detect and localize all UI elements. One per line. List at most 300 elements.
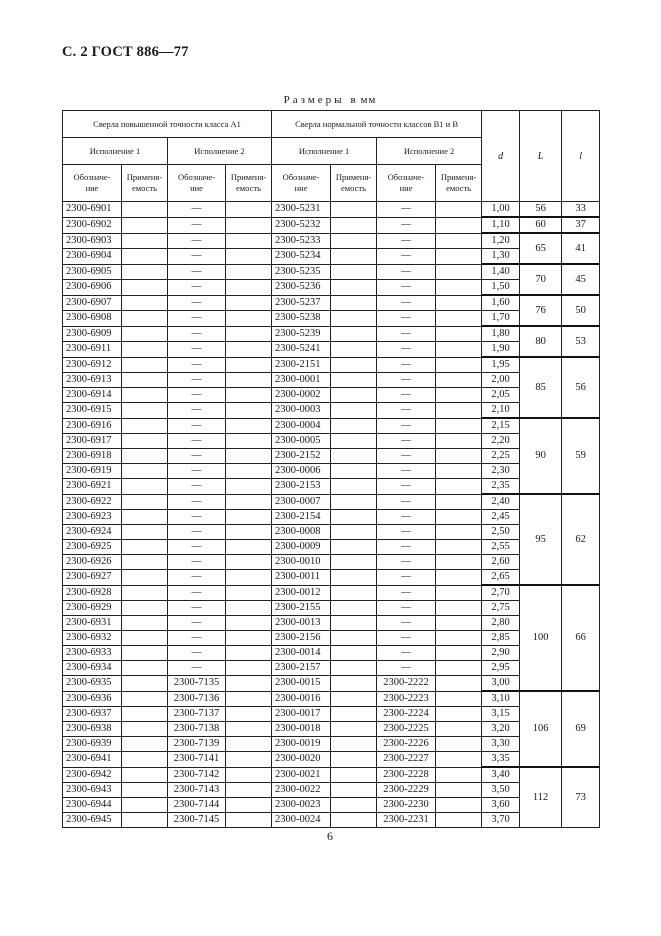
a1-designation: 2300-6919: [63, 464, 122, 479]
a1-applicability: [122, 418, 168, 434]
b1-designation: 2300-0015: [272, 676, 331, 692]
b1-designation: 2300-2155: [272, 601, 331, 616]
a1-applicability: [122, 494, 168, 510]
table-row: [63, 601, 600, 616]
table-row: [63, 357, 600, 373]
a1-designation: 2300-6932: [63, 631, 122, 646]
b1-applicability: [331, 464, 377, 479]
table-row: [63, 418, 600, 434]
a2-applicability: [226, 342, 272, 358]
a1-designation: 2300-6942: [63, 767, 122, 783]
a1-applicability: [122, 783, 168, 798]
b2-designation: —: [377, 202, 436, 218]
header-applicability: Применя- емость: [436, 165, 482, 202]
b2-designation: 2300-2223: [377, 691, 436, 707]
a2-designation: —: [168, 434, 226, 449]
table-row: [63, 449, 600, 464]
a1-designation: 2300-6929: [63, 601, 122, 616]
b2-applicability: [436, 264, 482, 280]
b1-applicability: [331, 707, 377, 722]
b1-applicability: [331, 449, 377, 464]
header-b-execution-2: Исполнение 2: [377, 138, 482, 165]
b2-designation: 2300-2222: [377, 676, 436, 692]
a2-applicability: [226, 525, 272, 540]
length-L: 112: [520, 767, 562, 828]
b1-designation: 2300-0007: [272, 494, 331, 510]
a1-applicability: [122, 342, 168, 358]
b2-applicability: [436, 494, 482, 510]
b1-designation: 2300-0017: [272, 707, 331, 722]
table-row: [63, 202, 600, 218]
b2-applicability: [436, 357, 482, 373]
diameter-d: 3,00: [482, 676, 520, 692]
b1-designation: 2300-0021: [272, 767, 331, 783]
b1-applicability: [331, 388, 377, 403]
b1-designation: 2300-0024: [272, 813, 331, 828]
a1-designation: 2300-6905: [63, 264, 122, 280]
a1-applicability: [122, 249, 168, 265]
b2-designation: —: [377, 525, 436, 540]
b2-designation: 2300-2228: [377, 767, 436, 783]
diameter-d: 2,40: [482, 494, 520, 510]
b2-designation: —: [377, 616, 436, 631]
a2-applicability: [226, 464, 272, 479]
diameter-d: 1,30: [482, 249, 520, 265]
b1-applicability: [331, 540, 377, 555]
b1-designation: 2300-0010: [272, 555, 331, 570]
b1-designation: 2300-0011: [272, 570, 331, 586]
a2-designation: —: [168, 464, 226, 479]
caption-title: Размеры: [283, 94, 345, 106]
table-row: [63, 510, 600, 525]
a1-designation: 2300-6924: [63, 525, 122, 540]
table-row: [63, 464, 600, 479]
a1-applicability: [122, 357, 168, 373]
a1-applicability: [122, 264, 168, 280]
a2-applicability: [226, 311, 272, 327]
a1-applicability: [122, 813, 168, 828]
diameter-d: 3,70: [482, 813, 520, 828]
b1-designation: 2300-5238: [272, 311, 331, 327]
diameter-d: 3,20: [482, 722, 520, 737]
a1-designation: 2300-6902: [63, 217, 122, 233]
b1-designation: 2300-0004: [272, 418, 331, 434]
a2-applicability: [226, 295, 272, 311]
length-l: 66: [562, 585, 600, 691]
diameter-d: 3,50: [482, 783, 520, 798]
a1-applicability: [122, 434, 168, 449]
b2-designation: —: [377, 540, 436, 555]
table-row: [63, 737, 600, 752]
b2-applicability: [436, 676, 482, 692]
b2-designation: —: [377, 555, 436, 570]
diameter-d: 2,05: [482, 388, 520, 403]
table-row: [63, 388, 600, 403]
b2-applicability: [436, 479, 482, 495]
diameter-d: 1,50: [482, 280, 520, 296]
a2-designation: —: [168, 601, 226, 616]
b2-designation: —: [377, 601, 436, 616]
b2-applicability: [436, 691, 482, 707]
table-row: [63, 752, 600, 768]
a2-applicability: [226, 540, 272, 555]
length-L: 65: [520, 233, 562, 264]
b1-applicability: [331, 601, 377, 616]
a2-designation: —: [168, 280, 226, 296]
diameter-d: 2,20: [482, 434, 520, 449]
a1-designation: 2300-6927: [63, 570, 122, 586]
table-row: [63, 540, 600, 555]
b2-designation: —: [377, 403, 436, 419]
a1-applicability: [122, 510, 168, 525]
a2-designation: 2300-7143: [168, 783, 226, 798]
a1-applicability: [122, 449, 168, 464]
b2-designation: —: [377, 661, 436, 676]
b1-designation: 2300-2151: [272, 357, 331, 373]
a2-applicability: [226, 798, 272, 813]
a2-designation: —: [168, 249, 226, 265]
header-designation: Обозначе- ние: [272, 165, 331, 202]
b1-designation: 2300-0023: [272, 798, 331, 813]
b1-designation: 2300-5233: [272, 233, 331, 249]
table-row: [63, 676, 600, 692]
diameter-d: 2,50: [482, 525, 520, 540]
header-a-execution-2: Исполнение 2: [168, 138, 272, 165]
a2-applicability: [226, 631, 272, 646]
header-d: d: [482, 111, 520, 202]
a1-designation: 2300-6914: [63, 388, 122, 403]
a1-designation: 2300-6903: [63, 233, 122, 249]
b2-designation: —: [377, 264, 436, 280]
a2-designation: —: [168, 585, 226, 601]
a1-applicability: [122, 616, 168, 631]
b2-applicability: [436, 449, 482, 464]
a2-applicability: [226, 249, 272, 265]
length-L: 85: [520, 357, 562, 418]
b1-applicability: [331, 434, 377, 449]
a1-designation: 2300-6907: [63, 295, 122, 311]
a1-designation: 2300-6941: [63, 752, 122, 768]
table-row: [63, 570, 600, 586]
a2-designation: —: [168, 540, 226, 555]
b1-applicability: [331, 357, 377, 373]
b1-applicability: [331, 202, 377, 218]
table-row: [63, 798, 600, 813]
b1-applicability: [331, 280, 377, 296]
a1-designation: 2300-6943: [63, 783, 122, 798]
a2-designation: —: [168, 403, 226, 419]
a2-designation: 2300-7144: [168, 798, 226, 813]
b2-applicability: [436, 464, 482, 479]
length-l: 56: [562, 357, 600, 418]
b2-designation: —: [377, 510, 436, 525]
b2-designation: 2300-2227: [377, 752, 436, 768]
header-designation: Обозначе- ние: [168, 165, 226, 202]
b2-applicability: [436, 418, 482, 434]
b1-applicability: [331, 767, 377, 783]
a2-designation: —: [168, 217, 226, 233]
b2-applicability: [436, 311, 482, 327]
b2-designation: 2300-2230: [377, 798, 436, 813]
a2-designation: —: [168, 295, 226, 311]
a1-applicability: [122, 326, 168, 342]
a1-applicability: [122, 295, 168, 311]
diameter-d: 2,25: [482, 449, 520, 464]
a2-applicability: [226, 434, 272, 449]
a2-designation: —: [168, 373, 226, 388]
a2-applicability: [226, 494, 272, 510]
a1-applicability: [122, 722, 168, 737]
header-b-execution-1: Исполнение 1: [272, 138, 377, 165]
b2-designation: —: [377, 311, 436, 327]
b1-designation: 2300-0020: [272, 752, 331, 768]
a2-designation: —: [168, 357, 226, 373]
a1-designation: 2300-6922: [63, 494, 122, 510]
a1-designation: 2300-6933: [63, 646, 122, 661]
length-l: 37: [562, 217, 600, 233]
table-row: [63, 767, 600, 783]
table-row: [63, 691, 600, 707]
b2-applicability: [436, 510, 482, 525]
b2-designation: 2300-2225: [377, 722, 436, 737]
a1-applicability: [122, 388, 168, 403]
b2-applicability: [436, 249, 482, 265]
b1-designation: 2300-2157: [272, 661, 331, 676]
length-l: 50: [562, 295, 600, 326]
a1-applicability: [122, 233, 168, 249]
b2-designation: —: [377, 418, 436, 434]
b1-designation: 2300-2154: [272, 510, 331, 525]
b1-applicability: [331, 494, 377, 510]
b1-applicability: [331, 616, 377, 631]
a1-applicability: [122, 570, 168, 586]
a1-applicability: [122, 217, 168, 233]
table-row: [63, 280, 600, 296]
b2-designation: —: [377, 342, 436, 358]
b1-designation: 2300-0006: [272, 464, 331, 479]
a2-applicability: [226, 403, 272, 419]
table-row: [63, 249, 600, 265]
a1-designation: 2300-6935: [63, 676, 122, 692]
table-row: [63, 264, 600, 280]
length-l: 62: [562, 494, 600, 585]
b2-designation: —: [377, 373, 436, 388]
a1-designation: 2300-6945: [63, 813, 122, 828]
b1-designation: 2300-5241: [272, 342, 331, 358]
a1-applicability: [122, 601, 168, 616]
diameter-d: 1,60: [482, 295, 520, 311]
page-number: 6: [327, 829, 333, 843]
b2-applicability: [436, 616, 482, 631]
a2-applicability: [226, 691, 272, 707]
a2-designation: 2300-7141: [168, 752, 226, 768]
b1-applicability: [331, 525, 377, 540]
diameter-d: 2,90: [482, 646, 520, 661]
table-row: [63, 373, 600, 388]
a2-designation: —: [168, 570, 226, 586]
length-l: 59: [562, 418, 600, 494]
table-caption: [250, 94, 410, 106]
table-row: [63, 217, 600, 233]
table-row: [63, 326, 600, 342]
a1-designation: 2300-6921: [63, 479, 122, 495]
a1-applicability: [122, 280, 168, 296]
a1-applicability: [122, 676, 168, 692]
a2-applicability: [226, 616, 272, 631]
b2-designation: —: [377, 585, 436, 601]
b1-applicability: [331, 373, 377, 388]
a2-applicability: [226, 646, 272, 661]
b1-designation: 2300-0005: [272, 434, 331, 449]
table-body: [63, 202, 600, 828]
b1-applicability: [331, 646, 377, 661]
b2-applicability: [436, 434, 482, 449]
header-designation: Обозначе- ние: [377, 165, 436, 202]
diameter-d: 2,45: [482, 510, 520, 525]
diameter-d: 2,30: [482, 464, 520, 479]
b1-designation: 2300-2153: [272, 479, 331, 495]
diameter-d: 2,95: [482, 661, 520, 676]
b2-applicability: [436, 202, 482, 218]
a2-applicability: [226, 737, 272, 752]
a2-applicability: [226, 264, 272, 280]
b1-applicability: [331, 631, 377, 646]
b2-applicability: [436, 233, 482, 249]
b2-designation: —: [377, 249, 436, 265]
header-a-execution-1: Исполнение 1: [63, 138, 168, 165]
table-row: [63, 661, 600, 676]
header-applicability: Применя- емость: [226, 165, 272, 202]
a1-applicability: [122, 585, 168, 601]
a1-applicability: [122, 691, 168, 707]
b1-designation: 2300-5239: [272, 326, 331, 342]
b2-applicability: [436, 798, 482, 813]
a2-designation: —: [168, 342, 226, 358]
b2-applicability: [436, 813, 482, 828]
b2-applicability: [436, 217, 482, 233]
a2-applicability: [226, 767, 272, 783]
b1-applicability: [331, 691, 377, 707]
diameter-d: 3,15: [482, 707, 520, 722]
diameter-d: 2,55: [482, 540, 520, 555]
a2-applicability: [226, 783, 272, 798]
b2-applicability: [436, 783, 482, 798]
table-row: [63, 616, 600, 631]
header-l: l: [562, 111, 600, 202]
a2-designation: —: [168, 264, 226, 280]
b1-applicability: [331, 311, 377, 327]
a1-applicability: [122, 737, 168, 752]
b1-applicability: [331, 479, 377, 495]
a1-designation: 2300-6908: [63, 311, 122, 327]
b1-designation: 2300-2152: [272, 449, 331, 464]
b1-applicability: [331, 418, 377, 434]
a2-designation: —: [168, 388, 226, 403]
a1-designation: 2300-6913: [63, 373, 122, 388]
header-group-b: Сверла нормальной точности классов В1 и В: [272, 111, 482, 138]
b2-applicability: [436, 373, 482, 388]
diameter-d: 2,00: [482, 373, 520, 388]
b2-applicability: [436, 570, 482, 586]
table-row: [63, 494, 600, 510]
a2-designation: —: [168, 202, 226, 218]
a1-designation: 2300-6938: [63, 722, 122, 737]
b1-designation: 2300-0009: [272, 540, 331, 555]
length-L: 95: [520, 494, 562, 585]
b1-designation: 2300-0014: [272, 646, 331, 661]
b2-designation: —: [377, 434, 436, 449]
diameter-d: 3,40: [482, 767, 520, 783]
b1-designation: 2300-0012: [272, 585, 331, 601]
a2-applicability: [226, 813, 272, 828]
diameter-d: 2,85: [482, 631, 520, 646]
table-row: [63, 631, 600, 646]
b2-applicability: [436, 525, 482, 540]
b2-applicability: [436, 767, 482, 783]
table-row: [63, 707, 600, 722]
a2-designation: —: [168, 418, 226, 434]
header-group-a: Сверла повышенной точности класса А1: [63, 111, 272, 138]
a2-applicability: [226, 280, 272, 296]
b1-applicability: [331, 403, 377, 419]
a1-applicability: [122, 373, 168, 388]
a1-applicability: [122, 631, 168, 646]
b2-applicability: [436, 388, 482, 403]
diameter-d: 2,60: [482, 555, 520, 570]
b2-applicability: [436, 631, 482, 646]
a2-applicability: [226, 601, 272, 616]
a2-applicability: [226, 357, 272, 373]
table-row: [63, 233, 600, 249]
a2-designation: —: [168, 326, 226, 342]
a2-designation: —: [168, 661, 226, 676]
a2-designation: 2300-7142: [168, 767, 226, 783]
a2-applicability: [226, 388, 272, 403]
b1-designation: 2300-0013: [272, 616, 331, 631]
a1-applicability: [122, 798, 168, 813]
b1-applicability: [331, 555, 377, 570]
a1-applicability: [122, 707, 168, 722]
a2-designation: —: [168, 311, 226, 327]
b1-designation: 2300-0001: [272, 373, 331, 388]
b2-designation: —: [377, 570, 436, 586]
diameter-d: 1,90: [482, 342, 520, 358]
a2-designation: —: [168, 510, 226, 525]
b2-designation: —: [377, 631, 436, 646]
diameter-d: 2,65: [482, 570, 520, 586]
a1-designation: 2300-6906: [63, 280, 122, 296]
b2-applicability: [436, 403, 482, 419]
b2-applicability: [436, 280, 482, 296]
header-applicability: Применя- емость: [331, 165, 377, 202]
a2-designation: —: [168, 555, 226, 570]
b2-applicability: [436, 540, 482, 555]
b2-applicability: [436, 752, 482, 768]
a1-designation: 2300-6934: [63, 661, 122, 676]
b1-applicability: [331, 783, 377, 798]
table-row: [63, 342, 600, 358]
b2-designation: 2300-2231: [377, 813, 436, 828]
diameter-d: 1,10: [482, 217, 520, 233]
a2-applicability: [226, 373, 272, 388]
diameter-d: 2,75: [482, 601, 520, 616]
b2-designation: —: [377, 217, 436, 233]
a2-designation: 2300-7137: [168, 707, 226, 722]
table-row: [63, 646, 600, 661]
table-row: [63, 783, 600, 798]
a1-designation: 2300-6925: [63, 540, 122, 555]
a1-applicability: [122, 555, 168, 570]
